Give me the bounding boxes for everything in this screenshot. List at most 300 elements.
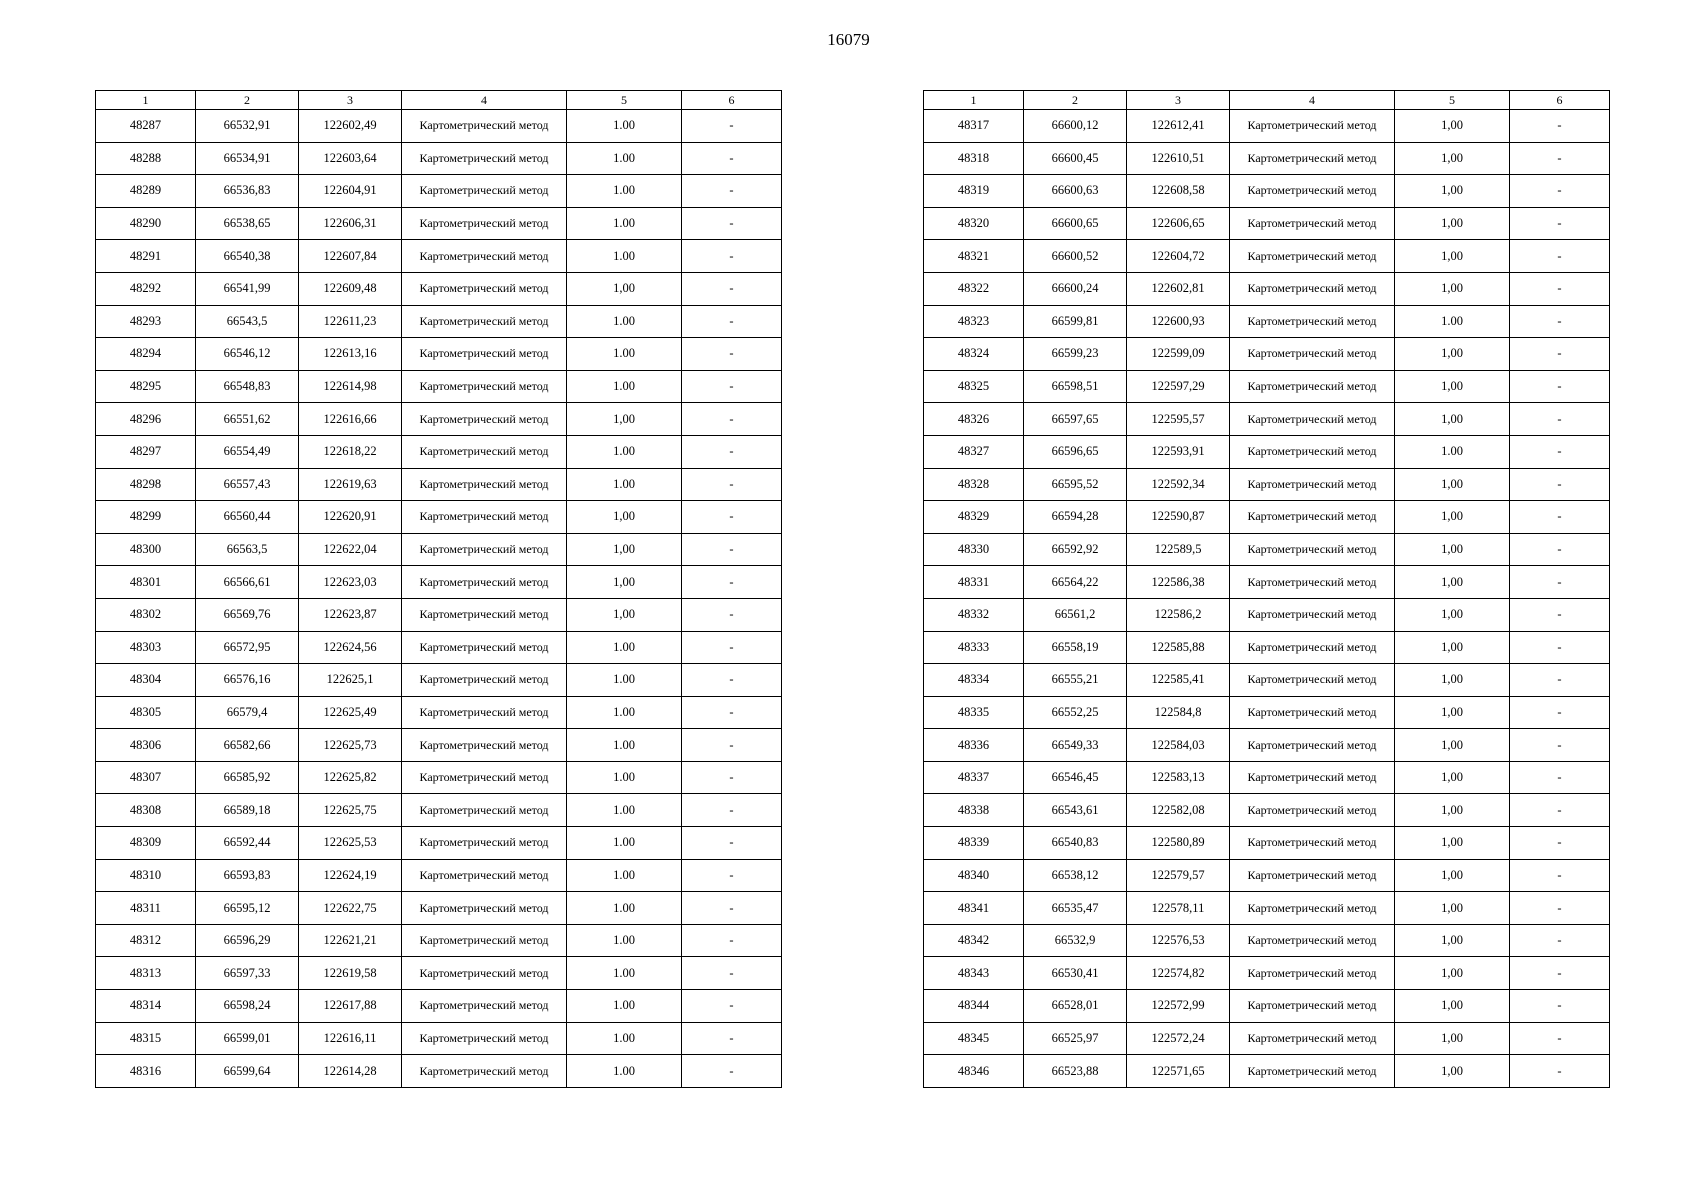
- table-row: [924, 859, 1610, 892]
- note-cell: -: [1510, 761, 1610, 794]
- column-header: 4: [402, 91, 567, 110]
- method-cell: Картометрический метод: [402, 370, 567, 403]
- x-coordinate-cell: 66530,41: [1024, 957, 1127, 990]
- table-row: [96, 338, 782, 371]
- column-header: 6: [1510, 91, 1610, 110]
- table-row: [96, 240, 782, 273]
- x-coordinate-cell: 66595,12: [196, 892, 299, 925]
- table-row: [924, 761, 1610, 794]
- accuracy-cell: 1,00: [1395, 631, 1510, 664]
- note-cell: -: [1510, 794, 1610, 827]
- y-coordinate-cell: 122599,09: [1127, 338, 1230, 371]
- y-coordinate-cell: 122623,03: [299, 566, 402, 599]
- note-cell: -: [682, 990, 782, 1023]
- x-coordinate-cell: 66596,65: [1024, 435, 1127, 468]
- y-coordinate-cell: 122578,11: [1127, 892, 1230, 925]
- point-number-cell: 48322: [924, 272, 1024, 305]
- accuracy-cell: 1.00: [567, 110, 682, 143]
- method-cell: Картометрический метод: [402, 957, 567, 990]
- table-row: [924, 110, 1610, 143]
- x-coordinate-cell: 66592,44: [196, 827, 299, 860]
- note-cell: -: [1510, 598, 1610, 631]
- table-row: [924, 957, 1610, 990]
- table-row: [96, 892, 782, 925]
- x-coordinate-cell: 66579,4: [196, 696, 299, 729]
- y-coordinate-cell: 122590,87: [1127, 501, 1230, 534]
- y-coordinate-cell: 122602,49: [299, 110, 402, 143]
- table-row: [924, 631, 1610, 664]
- method-cell: Картометрический метод: [402, 664, 567, 697]
- y-coordinate-cell: 122624,19: [299, 859, 402, 892]
- table-row: [924, 403, 1610, 436]
- table-row: [96, 729, 782, 762]
- y-coordinate-cell: 122604,91: [299, 175, 402, 208]
- method-cell: Картометрический метод: [402, 305, 567, 338]
- table-row: [96, 272, 782, 305]
- method-cell: Картометрический метод: [1230, 370, 1395, 403]
- table-row: [96, 696, 782, 729]
- column-header: 3: [1127, 91, 1230, 110]
- note-cell: -: [682, 370, 782, 403]
- note-cell: -: [682, 533, 782, 566]
- x-coordinate-cell: 66558,19: [1024, 631, 1127, 664]
- x-coordinate-cell: 66597,33: [196, 957, 299, 990]
- method-cell: Картометрический метод: [402, 240, 567, 273]
- table-row: [924, 598, 1610, 631]
- point-number-cell: 48306: [96, 729, 196, 762]
- point-number-cell: 48288: [96, 142, 196, 175]
- note-cell: -: [682, 110, 782, 143]
- point-number-cell: 48293: [96, 305, 196, 338]
- note-cell: -: [682, 1055, 782, 1088]
- y-coordinate-cell: 122625,1: [299, 664, 402, 697]
- point-number-cell: 48298: [96, 468, 196, 501]
- point-number-cell: 48340: [924, 859, 1024, 892]
- note-cell: -: [682, 403, 782, 436]
- accuracy-cell: 1.00: [567, 240, 682, 273]
- note-cell: -: [1510, 272, 1610, 305]
- accuracy-cell: 1.00: [567, 1055, 682, 1088]
- accuracy-cell: 1,00: [1395, 990, 1510, 1023]
- note-cell: -: [1510, 892, 1610, 925]
- point-number-cell: 48290: [96, 207, 196, 240]
- column-header: 5: [1395, 91, 1510, 110]
- x-coordinate-cell: 66538,65: [196, 207, 299, 240]
- table-row: [924, 924, 1610, 957]
- point-number-cell: 48338: [924, 794, 1024, 827]
- method-cell: Картометрический метод: [402, 175, 567, 208]
- accuracy-cell: 1,00: [1395, 696, 1510, 729]
- method-cell: Картометрический метод: [402, 338, 567, 371]
- column-header: 1: [924, 91, 1024, 110]
- point-number-cell: 48324: [924, 338, 1024, 371]
- y-coordinate-cell: 122620,91: [299, 501, 402, 534]
- note-cell: -: [1510, 305, 1610, 338]
- accuracy-cell: 1,00: [1395, 1055, 1510, 1088]
- y-coordinate-cell: 122586,2: [1127, 598, 1230, 631]
- point-number-cell: 48333: [924, 631, 1024, 664]
- point-number-cell: 48317: [924, 110, 1024, 143]
- note-cell: -: [1510, 859, 1610, 892]
- column-header: 3: [299, 91, 402, 110]
- table-row: [924, 435, 1610, 468]
- method-cell: Картометрический метод: [1230, 207, 1395, 240]
- table-row: [924, 892, 1610, 925]
- y-coordinate-cell: 122614,28: [299, 1055, 402, 1088]
- x-coordinate-cell: 66557,43: [196, 468, 299, 501]
- accuracy-cell: 1.00: [567, 924, 682, 957]
- method-cell: Картометрический метод: [402, 761, 567, 794]
- point-number-cell: 48344: [924, 990, 1024, 1023]
- note-cell: -: [1510, 338, 1610, 371]
- point-number-cell: 48339: [924, 827, 1024, 860]
- table-row: [924, 566, 1610, 599]
- table-row: [96, 827, 782, 860]
- y-coordinate-cell: 122574,82: [1127, 957, 1230, 990]
- note-cell: -: [682, 338, 782, 371]
- note-cell: -: [682, 729, 782, 762]
- accuracy-cell: 1.00: [567, 696, 682, 729]
- x-coordinate-cell: 66582,66: [196, 729, 299, 762]
- point-number-cell: 48334: [924, 664, 1024, 697]
- y-coordinate-cell: 122602,81: [1127, 272, 1230, 305]
- x-coordinate-cell: 66549,33: [1024, 729, 1127, 762]
- table-row: [96, 533, 782, 566]
- method-cell: Картометрический метод: [402, 631, 567, 664]
- y-coordinate-cell: 122625,75: [299, 794, 402, 827]
- y-coordinate-cell: 122589,5: [1127, 533, 1230, 566]
- coordinates-table-right: [923, 90, 1610, 1088]
- column-header: 4: [1230, 91, 1395, 110]
- x-coordinate-cell: 66569,76: [196, 598, 299, 631]
- accuracy-cell: 1.00: [567, 305, 682, 338]
- accuracy-cell: 1,00: [567, 403, 682, 436]
- column-header: 2: [196, 91, 299, 110]
- y-coordinate-cell: 122606,31: [299, 207, 402, 240]
- y-coordinate-cell: 122583,13: [1127, 761, 1230, 794]
- y-coordinate-cell: 122580,89: [1127, 827, 1230, 860]
- accuracy-cell: 1,00: [1395, 533, 1510, 566]
- note-cell: -: [682, 305, 782, 338]
- point-number-cell: 48329: [924, 501, 1024, 534]
- note-cell: -: [682, 664, 782, 697]
- accuracy-cell: 1.00: [567, 859, 682, 892]
- method-cell: Картометрический метод: [1230, 566, 1395, 599]
- point-number-cell: 48342: [924, 924, 1024, 957]
- y-coordinate-cell: 122585,88: [1127, 631, 1230, 664]
- accuracy-cell: 1,00: [567, 598, 682, 631]
- method-cell: Картометрический метод: [1230, 1055, 1395, 1088]
- y-coordinate-cell: 122607,84: [299, 240, 402, 273]
- point-number-cell: 48305: [96, 696, 196, 729]
- accuracy-cell: 1,00: [1395, 142, 1510, 175]
- x-coordinate-cell: 66536,83: [196, 175, 299, 208]
- table-row: [924, 664, 1610, 697]
- table-row: [924, 142, 1610, 175]
- method-cell: Картометрический метод: [1230, 924, 1395, 957]
- note-cell: -: [1510, 696, 1610, 729]
- method-cell: Картометрический метод: [402, 501, 567, 534]
- table-row: [924, 827, 1610, 860]
- y-coordinate-cell: 122609,48: [299, 272, 402, 305]
- point-number-cell: 48309: [96, 827, 196, 860]
- method-cell: Картометрический метод: [402, 892, 567, 925]
- method-cell: Картометрический метод: [1230, 957, 1395, 990]
- point-number-cell: 48321: [924, 240, 1024, 273]
- column-header: 1: [96, 91, 196, 110]
- x-coordinate-cell: 66593,83: [196, 859, 299, 892]
- method-cell: Картометрический метод: [402, 566, 567, 599]
- method-cell: Картометрический метод: [402, 533, 567, 566]
- method-cell: Картометрический метод: [1230, 664, 1395, 697]
- y-coordinate-cell: 122625,82: [299, 761, 402, 794]
- method-cell: Картометрический метод: [402, 729, 567, 762]
- note-cell: -: [682, 924, 782, 957]
- table-row: [924, 207, 1610, 240]
- y-coordinate-cell: 122621,21: [299, 924, 402, 957]
- y-coordinate-cell: 122625,49: [299, 696, 402, 729]
- note-cell: -: [682, 631, 782, 664]
- table-row: [96, 1055, 782, 1088]
- point-number-cell: 48314: [96, 990, 196, 1023]
- accuracy-cell: 1,00: [1395, 110, 1510, 143]
- accuracy-cell: 1.00: [567, 631, 682, 664]
- note-cell: -: [1510, 533, 1610, 566]
- x-coordinate-cell: 66585,92: [196, 761, 299, 794]
- accuracy-cell: 1,00: [1395, 859, 1510, 892]
- point-number-cell: 48308: [96, 794, 196, 827]
- y-coordinate-cell: 122576,53: [1127, 924, 1230, 957]
- x-coordinate-cell: 66595,52: [1024, 468, 1127, 501]
- y-coordinate-cell: 122617,88: [299, 990, 402, 1023]
- accuracy-cell: 1.00: [567, 794, 682, 827]
- accuracy-cell: 1.00: [567, 1022, 682, 1055]
- method-cell: Картометрический метод: [402, 696, 567, 729]
- point-number-cell: 48304: [96, 664, 196, 697]
- note-cell: -: [682, 207, 782, 240]
- table-row: [924, 272, 1610, 305]
- accuracy-cell: 1,00: [1395, 403, 1510, 436]
- y-coordinate-cell: 122579,57: [1127, 859, 1230, 892]
- table-row: [96, 468, 782, 501]
- y-coordinate-cell: 122625,73: [299, 729, 402, 762]
- method-cell: Картометрический метод: [1230, 827, 1395, 860]
- y-coordinate-cell: 122623,87: [299, 598, 402, 631]
- table-row: [924, 1022, 1610, 1055]
- y-coordinate-cell: 122600,93: [1127, 305, 1230, 338]
- x-coordinate-cell: 66600,65: [1024, 207, 1127, 240]
- accuracy-cell: 1.00: [567, 664, 682, 697]
- x-coordinate-cell: 66532,9: [1024, 924, 1127, 957]
- note-cell: -: [1510, 110, 1610, 143]
- point-number-cell: 48301: [96, 566, 196, 599]
- y-coordinate-cell: 122606,65: [1127, 207, 1230, 240]
- point-number-cell: 48346: [924, 1055, 1024, 1088]
- table-row: [924, 729, 1610, 762]
- note-cell: -: [1510, 990, 1610, 1023]
- method-cell: Картометрический метод: [402, 1022, 567, 1055]
- table-row: [924, 240, 1610, 273]
- note-cell: -: [1510, 1055, 1610, 1088]
- table-row: [96, 207, 782, 240]
- note-cell: -: [1510, 827, 1610, 860]
- x-coordinate-cell: 66599,81: [1024, 305, 1127, 338]
- table-row: [96, 403, 782, 436]
- accuracy-cell: 1,00: [1395, 924, 1510, 957]
- point-number-cell: 48313: [96, 957, 196, 990]
- x-coordinate-cell: 66598,24: [196, 990, 299, 1023]
- accuracy-cell: 1,00: [1395, 598, 1510, 631]
- point-number-cell: 48303: [96, 631, 196, 664]
- point-number-cell: 48335: [924, 696, 1024, 729]
- table-row: [96, 435, 782, 468]
- point-number-cell: 48292: [96, 272, 196, 305]
- note-cell: -: [1510, 403, 1610, 436]
- point-number-cell: 48294: [96, 338, 196, 371]
- note-cell: -: [682, 859, 782, 892]
- table-row: [96, 859, 782, 892]
- x-coordinate-cell: 66589,18: [196, 794, 299, 827]
- table-row: [96, 566, 782, 599]
- column-header: 5: [567, 91, 682, 110]
- point-number-cell: 48327: [924, 435, 1024, 468]
- note-cell: -: [682, 142, 782, 175]
- accuracy-cell: 1,00: [567, 501, 682, 534]
- note-cell: -: [1510, 566, 1610, 599]
- method-cell: Картометрический метод: [1230, 761, 1395, 794]
- note-cell: -: [682, 827, 782, 860]
- point-number-cell: 48302: [96, 598, 196, 631]
- accuracy-cell: 1,00: [1395, 827, 1510, 860]
- table-row: [96, 794, 782, 827]
- y-coordinate-cell: 122572,99: [1127, 990, 1230, 1023]
- x-coordinate-cell: 66600,24: [1024, 272, 1127, 305]
- method-cell: Картометрический метод: [1230, 859, 1395, 892]
- y-coordinate-cell: 122572,24: [1127, 1022, 1230, 1055]
- y-coordinate-cell: 122619,63: [299, 468, 402, 501]
- method-cell: Картометрический метод: [1230, 338, 1395, 371]
- point-number-cell: 48291: [96, 240, 196, 273]
- table-row: [96, 501, 782, 534]
- y-coordinate-cell: 122608,58: [1127, 175, 1230, 208]
- y-coordinate-cell: 122604,72: [1127, 240, 1230, 273]
- method-cell: Картометрический метод: [1230, 272, 1395, 305]
- table-row: [96, 664, 782, 697]
- method-cell: Картометрический метод: [1230, 990, 1395, 1023]
- point-number-cell: 48312: [96, 924, 196, 957]
- note-cell: -: [682, 501, 782, 534]
- table-row: [924, 305, 1610, 338]
- point-number-cell: 48300: [96, 533, 196, 566]
- y-coordinate-cell: 122597,29: [1127, 370, 1230, 403]
- table-row: [924, 696, 1610, 729]
- table-row: [924, 794, 1610, 827]
- x-coordinate-cell: 66535,47: [1024, 892, 1127, 925]
- table-row: [924, 338, 1610, 371]
- accuracy-cell: 1,00: [1395, 794, 1510, 827]
- accuracy-cell: 1,00: [1395, 175, 1510, 208]
- note-cell: -: [1510, 501, 1610, 534]
- accuracy-cell: 1.00: [567, 729, 682, 762]
- x-coordinate-cell: 66600,63: [1024, 175, 1127, 208]
- accuracy-cell: 1.00: [567, 207, 682, 240]
- table-row: [96, 110, 782, 143]
- method-cell: Картометрический метод: [1230, 501, 1395, 534]
- accuracy-cell: 1,00: [1395, 272, 1510, 305]
- point-number-cell: 48316: [96, 1055, 196, 1088]
- note-cell: -: [682, 468, 782, 501]
- method-cell: Картометрический метод: [402, 272, 567, 305]
- y-coordinate-cell: 122582,08: [1127, 794, 1230, 827]
- table-row: [924, 501, 1610, 534]
- method-cell: Картометрический метод: [1230, 142, 1395, 175]
- x-coordinate-cell: 66548,83: [196, 370, 299, 403]
- x-coordinate-cell: 66546,45: [1024, 761, 1127, 794]
- method-cell: Картометрический метод: [1230, 435, 1395, 468]
- column-header: 2: [1024, 91, 1127, 110]
- x-coordinate-cell: 66554,49: [196, 435, 299, 468]
- x-coordinate-cell: 66525,97: [1024, 1022, 1127, 1055]
- method-cell: Картометрический метод: [402, 403, 567, 436]
- point-number-cell: 48299: [96, 501, 196, 534]
- note-cell: -: [1510, 664, 1610, 697]
- point-number-cell: 48310: [96, 859, 196, 892]
- y-coordinate-cell: 122624,56: [299, 631, 402, 664]
- x-coordinate-cell: 66551,62: [196, 403, 299, 436]
- x-coordinate-cell: 66523,88: [1024, 1055, 1127, 1088]
- y-coordinate-cell: 122618,22: [299, 435, 402, 468]
- y-coordinate-cell: 122612,41: [1127, 110, 1230, 143]
- y-coordinate-cell: 122592,34: [1127, 468, 1230, 501]
- note-cell: -: [682, 566, 782, 599]
- point-number-cell: 48341: [924, 892, 1024, 925]
- x-coordinate-cell: 66564,22: [1024, 566, 1127, 599]
- x-coordinate-cell: 66599,23: [1024, 338, 1127, 371]
- y-coordinate-cell: 122584,8: [1127, 696, 1230, 729]
- note-cell: -: [682, 435, 782, 468]
- x-coordinate-cell: 66555,21: [1024, 664, 1127, 697]
- method-cell: Картометрический метод: [1230, 403, 1395, 436]
- accuracy-cell: 1.00: [567, 435, 682, 468]
- table-row: [96, 761, 782, 794]
- method-cell: Картометрический метод: [402, 598, 567, 631]
- accuracy-cell: 1,00: [1395, 240, 1510, 273]
- method-cell: Картометрический метод: [402, 468, 567, 501]
- note-cell: -: [1510, 207, 1610, 240]
- x-coordinate-cell: 66598,51: [1024, 370, 1127, 403]
- x-coordinate-cell: 66566,61: [196, 566, 299, 599]
- point-number-cell: 48332: [924, 598, 1024, 631]
- point-number-cell: 48326: [924, 403, 1024, 436]
- note-cell: -: [682, 598, 782, 631]
- point-number-cell: 48328: [924, 468, 1024, 501]
- point-number-cell: 48318: [924, 142, 1024, 175]
- accuracy-cell: 1.00: [1395, 305, 1510, 338]
- point-number-cell: 48296: [96, 403, 196, 436]
- note-cell: -: [1510, 631, 1610, 664]
- table-row: [96, 1022, 782, 1055]
- accuracy-cell: 1.00: [567, 761, 682, 794]
- table-row: [96, 924, 782, 957]
- note-cell: -: [682, 696, 782, 729]
- point-number-cell: 48287: [96, 110, 196, 143]
- point-number-cell: 48325: [924, 370, 1024, 403]
- x-coordinate-cell: 66600,52: [1024, 240, 1127, 273]
- x-coordinate-cell: 66599,64: [196, 1055, 299, 1088]
- y-coordinate-cell: 122611,23: [299, 305, 402, 338]
- y-coordinate-cell: 122595,57: [1127, 403, 1230, 436]
- method-cell: Картометрический метод: [1230, 305, 1395, 338]
